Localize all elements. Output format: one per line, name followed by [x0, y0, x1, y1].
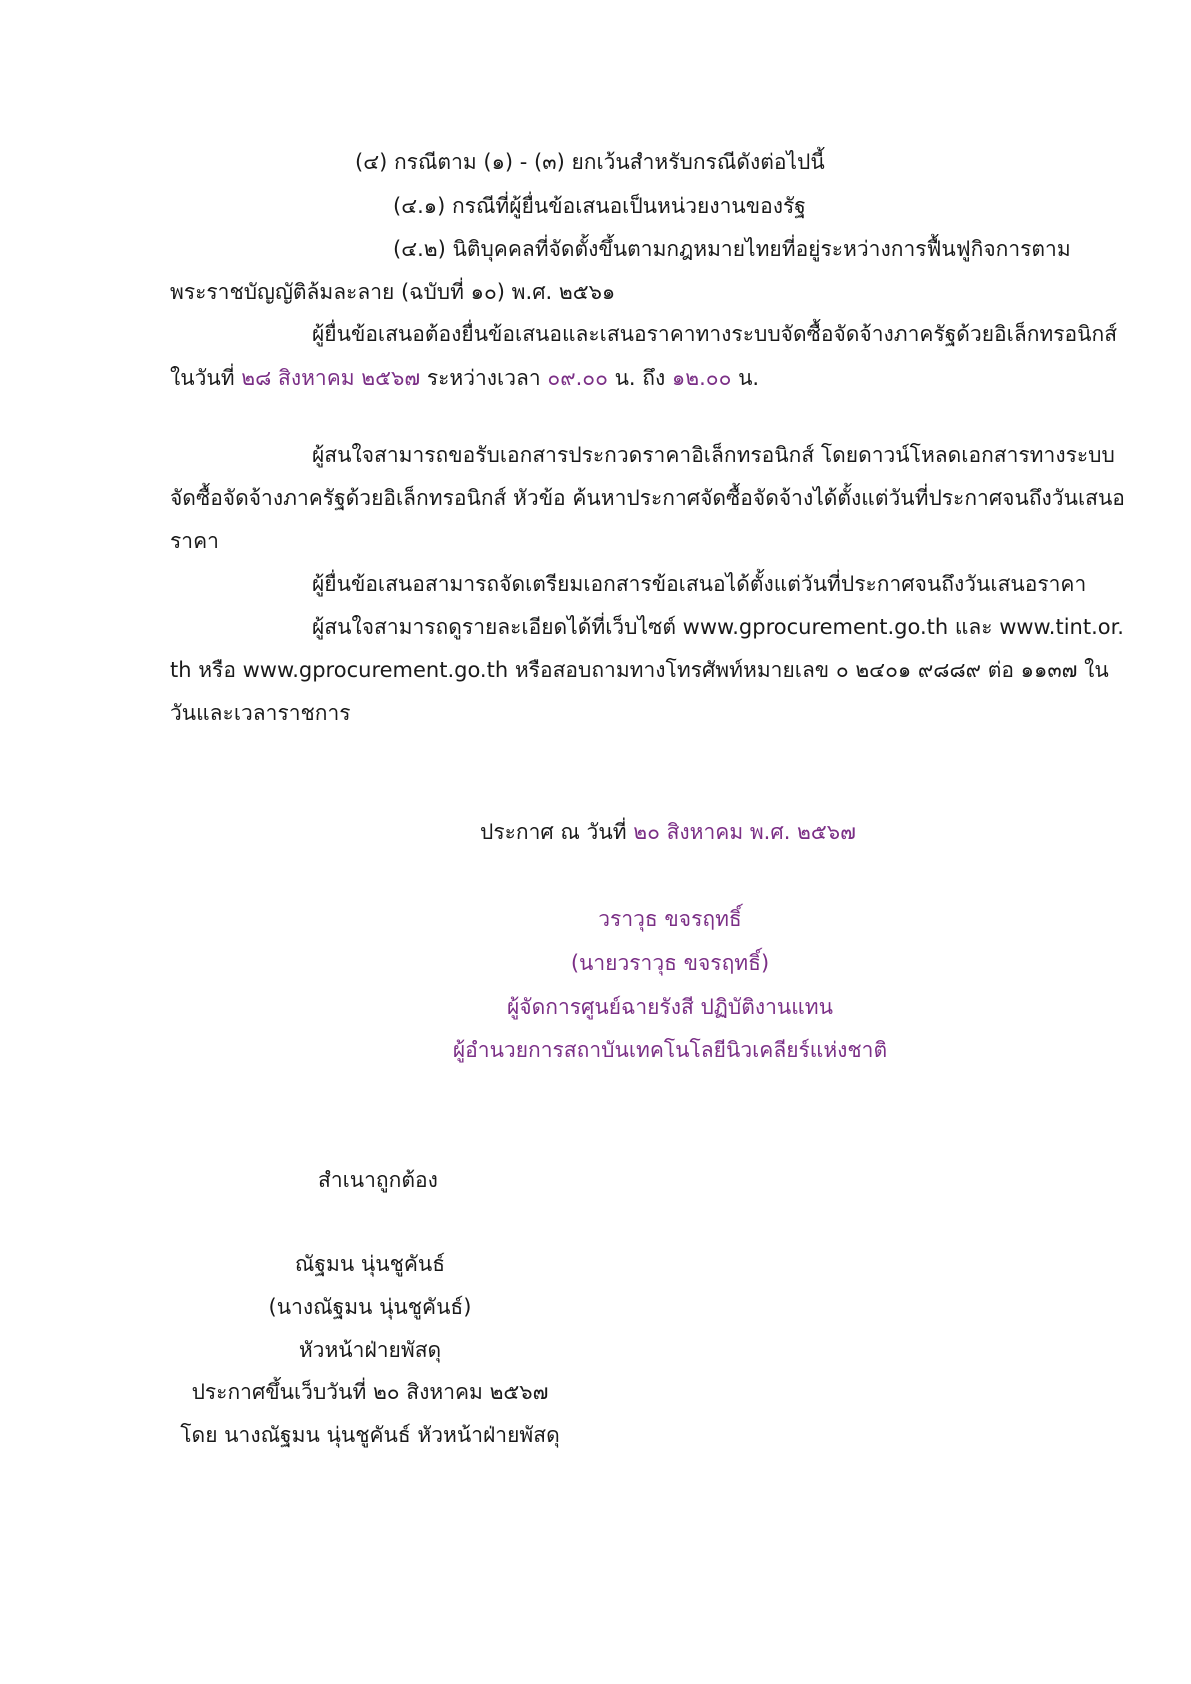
posted-by: โดย นางณัฐมน นุ่นชูคันธ์ หัวหน้าฝ่ายพัสดุ	[180, 1423, 560, 1447]
copy-name: (นางณัฐมน นุ่นชูคันธ์)	[268, 1295, 472, 1319]
clause-4-2-cont: พระราชบัญญัติล้มละลาย (ฉบับที่ ๑๐) พ.ศ. ๒๕๖๑	[170, 280, 616, 304]
announce-prefix: ประกาศ ณ วันที่	[480, 820, 634, 844]
submission-time-sep: น. ถึง	[607, 366, 672, 390]
submission-time-end: ๑๒.๐๐	[671, 366, 732, 390]
submission-date: ๒๘ สิงหาคม ๒๕๖๗	[241, 366, 421, 390]
submission-date-line	[170, 364, 759, 392]
clause-4-2: (๔.๒) นิติบุคคลที่จัดตั้งขึ้นตามกฎหมายไทยที่อยู่ระหว่างการฟื้นฟูกิจการตาม	[393, 237, 1071, 261]
submission-paragraph: ผู้ยื่นข้อเสนอต้องยื่นข้อเสนอและเสนอราคาทางระบบจัดซื้อจัดจ้างภาครัฐด้วยอิเล็กทรอนิกส์	[312, 322, 1118, 346]
signer-signature: วราวุธ ขจรฤทธิ์	[598, 907, 742, 931]
clause-4-1: (๔.๑) กรณีที่ผู้ยื่นข้อเสนอเป็นหน่วยงานของรัฐ	[393, 194, 806, 218]
website-paragraph-end: วันและเวลาราชการ	[170, 701, 351, 725]
website-paragraph: ผู้สนใจสามารถดูรายละเอียดได้ที่เว็บไซต์ www.gprocurement.go.th และ www.tint.or.	[312, 615, 1124, 639]
clause-4: (๔) กรณีตาม (๑) - (๓) ยกเว้นสำหรับกรณีดังต่อไปนี้	[355, 150, 825, 174]
prepare-paragraph: ผู้ยื่นข้อเสนอสามารถจัดเตรียมเอกสารข้อเสนอได้ตั้งแต่วันที่ประกาศจนถึงวันเสนอราคา	[312, 572, 1087, 596]
announce-date-line	[480, 818, 856, 846]
submission-time-start: ๐๙.๐๐	[547, 366, 608, 390]
signer-position-2: ผู้อำนวยการสถาบันเทคโนโลยีนิวเคลียร์แห่งชาติ	[452, 1038, 888, 1062]
download-paragraph: ผู้สนใจสามารถขอรับเอกสารประกวดราคาอิเล็กทรอนิกส์ โดยดาวน์โหลดเอกสารทางระบบ	[312, 443, 1115, 467]
submission-time-prefix: ระหว่างเวลา	[420, 366, 548, 390]
posted-date: ประกาศขึ้นเว็บวันที่ ๒๐ สิงหาคม ๒๕๖๗	[191, 1380, 549, 1404]
copy-signature: ณัฐมน นุ่นชูคันธ์	[294, 1252, 446, 1276]
certified-copy-label: สำเนาถูกต้อง	[318, 1168, 438, 1192]
website-paragraph-cont: th หรือ www.gprocurement.go.th หรือสอบถามทางโทรศัพท์หมายเลข ๐ ๒๔๐๑ ๙๘๘๙ ต่อ ๑๑๓๗ ใน	[170, 658, 1109, 682]
download-paragraph-end: ราคา	[170, 529, 219, 553]
signer-name: (นายวราวุธ ขจรฤทธิ์)	[570, 951, 770, 975]
signer-position-1: ผู้จัดการศูนย์ฉายรังสี ปฏิบัติงานแทน	[507, 995, 833, 1019]
copy-position: หัวหน้าฝ่ายพัสดุ	[298, 1338, 442, 1362]
download-paragraph-cont: จัดซื้อจัดจ้างภาครัฐด้วยอิเล็กทรอนิกส์ หัวข้อ ค้นหาประกาศจัดซื้อจัดจ้างได้ตั้งแต่วันที่ประกาศจนถึงวันเสนอ	[170, 486, 1125, 510]
announce-date: ๒๐ สิงหาคม พ.ศ. ๒๕๖๗	[633, 820, 856, 844]
submission-time-suffix: น.	[731, 366, 760, 390]
submission-date-prefix: ในวันที่	[170, 366, 242, 390]
